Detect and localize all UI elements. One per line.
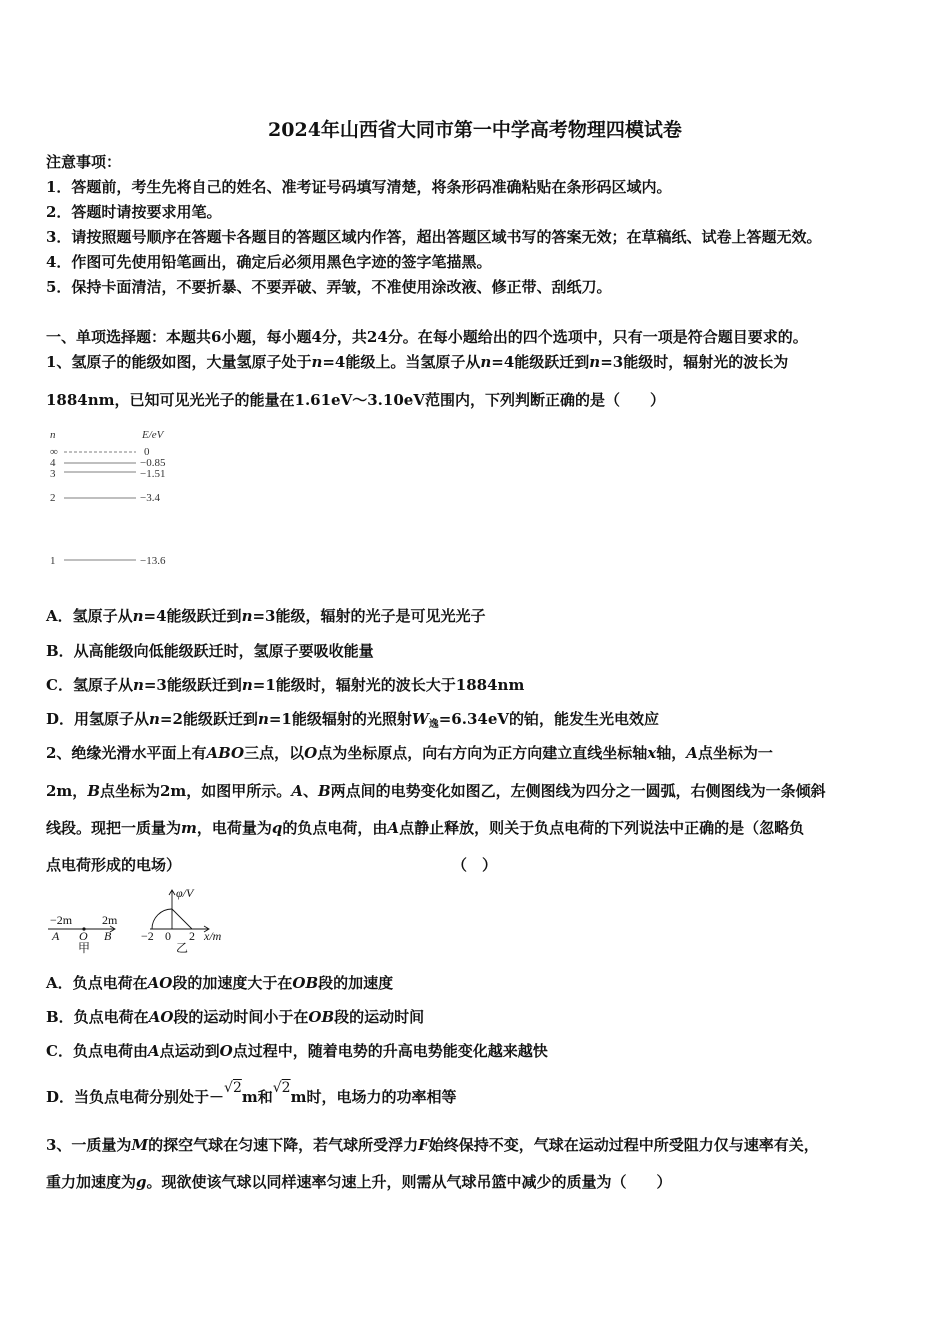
level-e-inf: 0 [144,446,150,458]
q1-option-a: A．氢原子从n=4能级跃迁到n=3能级，辐射的光子是可见光光子 [46,607,486,625]
energy-axis-label: E/eV [142,429,164,441]
x-axis-label: x/m [204,929,222,943]
q1-stem-line1: 1、氢原子的能级如图，大量氢原子处于n=4能级上。当氢原子从n=4能级跃迁到n=3能级时，辐射光的波长为 [46,353,789,371]
level-n-3: 3 [50,468,56,480]
fig-a-coord: −2m [50,913,73,927]
energy-level-diagram [46,426,186,576]
page-title: 2024年山西省大同市第一中学高考物理四模试卷 [268,119,682,141]
q2-stem-line2: 2m，B点坐标为2m，如图甲所示。A、B两点间的电势变化如图乙，左侧图线为四分之一圆弧，右侧图线为一条倾斜 [46,782,826,800]
q2-option-a: A．负点电荷在AO段的加速度大于在OB段的加速度 [46,974,394,992]
q2-option-c: C．负点电荷由A点运动到O点过程中，随着电势的升高电势能变化越来越快 [46,1042,548,1060]
notice-item-4: 4．作图可先使用铅笔画出，确定后必须用黑色字迹的签字笔描黑。 [46,253,492,271]
slope-segment [172,909,192,929]
n-axis-label: n [50,429,56,441]
level-n-2: 2 [50,492,56,504]
fig-label-a: A [52,929,60,943]
phi-axis-label: φ/V [176,886,194,900]
q2-figures [46,885,246,957]
q2-answer-paren: （ ） [452,856,498,874]
level-e-1: −13.6 [140,555,166,567]
q3-stem-line2: 重力加速度为g。现欲使该气球以同样速率匀速上升，则需从气球吊篮中减少的质量为（ ） [46,1173,672,1191]
q2-option-d: D．当负点电荷分别处于－√2m和√2m时，电场力的功率相等 [46,1080,457,1106]
q3-stem-line1: 3、一质量为M的探空气球在匀速下降，若气球所受浮力F始终保持不变，气球在运动过程中所受阻力仅与速率有关， [46,1136,819,1154]
level-n-1: 1 [50,555,56,567]
tick-2: 2 [189,929,195,943]
level-e-3: −1.51 [140,468,166,480]
fig-label-o: O [79,929,88,943]
notice-item-1: 1．答题前，考生先将自己的姓名、准考证号码填写清楚，将条形码准确粘贴在条形码区域内。 [46,178,672,196]
q1-option-b: B．从高能级向低能级跃迁时，氢原子要吸收能量 [46,642,374,660]
tick-zero: 0 [165,929,171,943]
fig-label-b: B [104,929,112,943]
level-n-4: 4 [50,457,56,469]
fig-caption-jia: 甲 [78,941,91,955]
notice-item-5: 5．保持卡面清洁，不要折暴、不要弄破、弄皱，不准使用涂改液、修正带、刮纸刀。 [46,278,612,296]
q2-stem-line3: 线段。现把一质量为m，电荷量为q的负点电荷，由A点静止释放，则关于负点电荷的下列说法中正确的是（忽略负 [46,819,805,837]
q1-option-c: C．氢原子从n=3能级跃迁到n=1能级时，辐射光的波长大于1884nm [46,676,525,694]
q2-stem-line1: 2、绝缘光滑水平面上有ABO三点，以O点为坐标原点，向右方向为正方向建立直线坐标轴x轴，A点坐标为一 [46,744,773,762]
q1-stem-line2: 1884nm，已知可见光光子的能量在1.61eV～3.10eV范围内，下列判断正确的是（ ） [46,391,665,409]
sqrt-icon: √2 [224,1080,242,1096]
tick-minus-2: −2 [141,929,154,943]
quarter-arc-curve [152,909,172,929]
q2-option-b: B．负点电荷在AO段的运动时间小于在OB段的运动时间 [46,1008,425,1026]
q2-stem-line4: 点电荷形成的电场） [46,856,182,874]
level-n-inf: ∞ [50,446,58,458]
level-e-2: −3.4 [140,492,160,504]
notice-item-3: 3．请按照题号顺序在答题卡各题目的答题区域内作答，超出答题区域书写的答案无效；在草稿纸、试卷上答题无效。 [46,228,822,246]
notice-item-2: 2．答题时请按要求用笔。 [46,203,222,221]
fig-caption-yi: 乙 [176,941,189,955]
section-heading: 一、单项选择题：本题共6小题，每小题4分，共24分。在每小题给出的四个选项中，只有一项是符合题目要求的。 [46,328,808,346]
level-e-4: −0.85 [140,457,166,469]
q1-option-d: D．用氢原子从n=2能级跃迁到n=1能级辐射的光照射$W_逸=6.34eV$的铂，能发生光电效应 [46,710,660,730]
fig-b-coord: 2m [102,913,118,927]
notice-heading: 注意事项： [46,153,122,171]
sqrt-icon: √2 [272,1080,291,1096]
